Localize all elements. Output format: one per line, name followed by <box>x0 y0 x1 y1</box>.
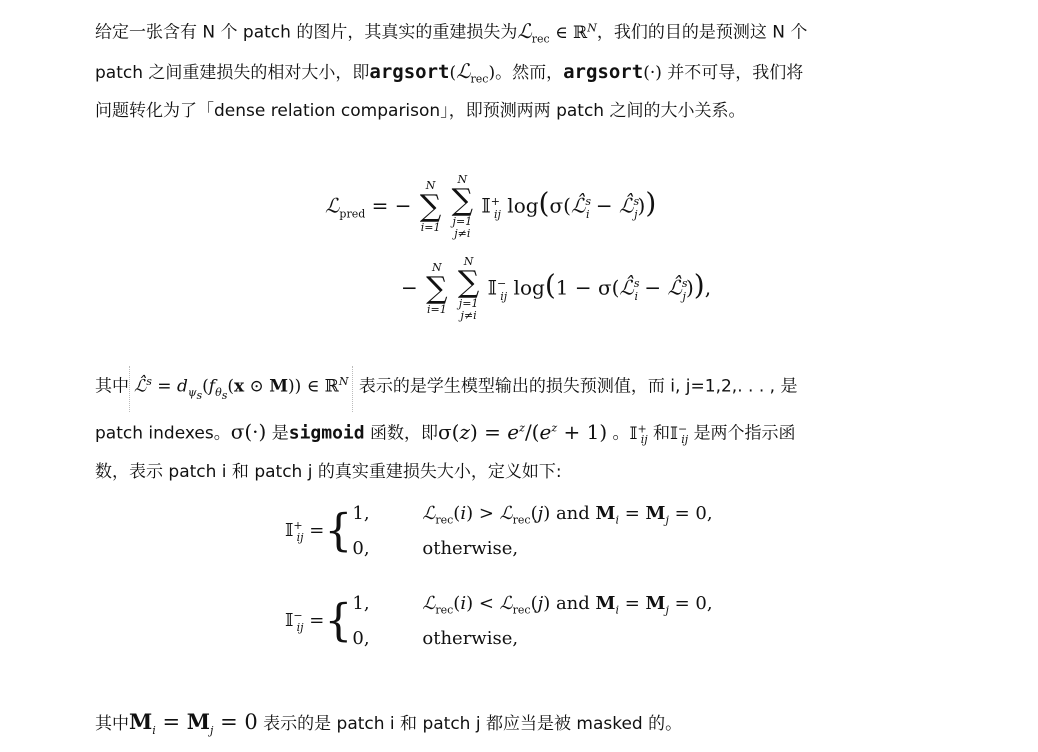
loss-pred-line-2: − N ∑ i=1 N ∑ j=1 j≠i 𝕀−$_{ij}$ log(1 − σ(ℒ̂$^s_i$ − ℒ̂$^s_j$)), <box>401 255 712 322</box>
math-indicator-plus: 𝕀+$_{ij}$ <box>629 422 648 447</box>
masked-note-paragraph: 其中$M_i = M_j = 0$ 表示的是 patch i 和 patch j 都应当是被 masked 的。 <box>95 709 683 738</box>
math-indicator-minus: 𝕀−$_{ij}$ <box>670 422 689 447</box>
intro-line-2: patch 之间重建损失的相对大小，即argsort(ℒ$_{rec}$)。然而，argsort(·) 并不可导，我们将 <box>95 59 804 86</box>
intro-line-1: 给定一张含有 N 个 patch 的图片，其真实的重建损失为ℒ$_{rec}$ ∈ ℝ$^N$，我们的目的是预测这 N 个 <box>95 18 808 46</box>
loss-pred-equation <box>325 168 745 338</box>
definition-paragraph <box>95 366 945 488</box>
definition-line-1: 其中 ℒ̂$^s$ = $d_{\psi_s}(f_{\theta_s}(x$ ⊙ M)) ∈ ℝ$^N$ 表示的是学生模型输出的损失预测值，而 i, j=1,2,. . . , 是 <box>95 366 945 412</box>
math-argsort-dot: argsort(·) <box>563 61 662 84</box>
math-sigmoid-formula: $\sigma(z) = e^z/(e^z + 1)$ <box>438 419 608 444</box>
math-l-hat-s-definition: ℒ̂$^s$ = $d_{\psi_s}(f_{\theta_s}(x$ ⊙ M)) ∈ ℝ$^N$ <box>129 366 353 412</box>
math-mi-eq-mj-eq-0: $M_i = M_j = 0$ <box>129 709 258 738</box>
intro-paragraph <box>95 12 945 127</box>
loss-pred-line-1: ℒ$_{pred}$ = − N ∑ i=1 N ∑ j=1 j≠i 𝕀+$_{ij}$ log(σ(ℒ̂$^s_i$ − ℒ̂$^s_j$)) <box>325 173 657 240</box>
math-argsort-l-rec: argsort(ℒ$_{rec}$) <box>369 59 496 86</box>
definition-line-3: 数，表示 patch i 和 patch j 的真实重建损失大小，定义如下: <box>95 462 562 483</box>
math-sigma-dot: σ(·) <box>230 419 267 444</box>
math-l-rec-in-rn: ℒ$_{rec}$ ∈ ℝ$^N$ <box>517 18 597 46</box>
definition-line-2: patch indexes。σ(·) 是sigmoid 函数，即$\sigma(z) = e^z/(e^z + 1)$ 。𝕀+$_{ij}$ 和𝕀−$_{ij}$ 是两个指示函 <box>95 419 796 447</box>
intro-line-3: 问题转化为了「dense relation comparison」，即预测两两 patch 之间的大小关系。 <box>95 101 746 122</box>
